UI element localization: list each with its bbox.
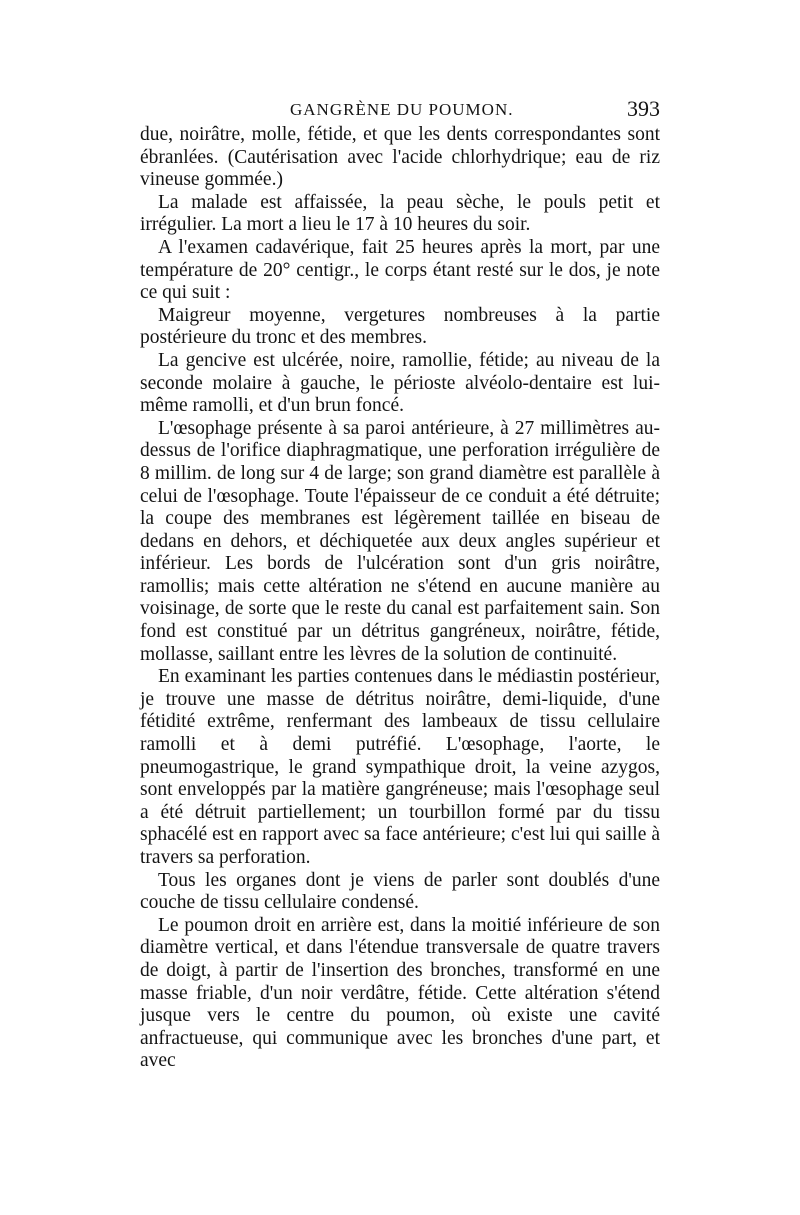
paragraph: Le poumon droit en arrière est, dans la moitié inférieure de son diamètre vertical, et dans l'étendue transversale de quatre travers de doigt, à partir de l'insertion des bronches, transformé en une masse friable, d'un noir verdâtre, fétide. Cette altération s'étend jusque vers le centre du poumon, où existe une cavité anfractueuse, qui communique avec les bronches d'une part, et avec [140,914,660,1072]
paragraph: L'œsophage présente à sa paroi antérieure, à 27 millimètres au-dessus de l'orifice diaphragmatique, une perforation irrégulière de 8 millim. de long sur 4 de large; son grand diamètre est parallèle à celui de l'œsophage. Toute l'épaisseur de ce conduit a été détruite; la coupe des membranes est légèrement taillée en biseau de dedans en dehors, et déchiquetée aux deux angles supérieur et inférieur. Les bords de l'ulcération sont d'un gris noirâtre, ramollis; mais cette altération ne s'étend en aucune manière au voisinage, de sorte que le reste du canal est parfaitement sain. Son fond est constitué par un détritus gangréneux, noirâtre, fétide, mollasse, saillant entre les lèvres de la solution de continuité. [140,417,660,665]
running-title: GANGRÈNE DU POUMON. [290,100,514,119]
paragraph: La malade est affaissée, la peau sèche, le pouls petit et irrégulier. La mort a lieu le 17 à 10 heures du soir. [140,191,660,236]
page-number: 393 [627,96,660,121]
paragraph: La gencive est ulcérée, noire, ramollie, fétide; au niveau de la seconde molaire à gauche, le périoste alvéolo-dentaire est lui-même ramolli, et d'un brun foncé. [140,349,660,417]
paragraph: A l'examen cadavérique, fait 25 heures après la mort, par une température de 20° centigr., le corps étant resté sur le dos, je note ce qui suit : [140,236,660,304]
paragraph: En examinant les parties contenues dans le médiastin postérieur, je trouve une masse de détritus noirâtre, demi-liquide, d'une fétidité extrême, renfermant des lambeaux de tissu cellulaire ramolli et à demi putréfié. L'œsophage, l'aorte, le pneumogastrique, le grand sympathique droit, la veine azygos, sont enveloppés par la matière gangréneuse; mais l'œsophage seul a été détruit partiellement; un tourbillon formé par du tissu sphacélé est en rapport avec sa face antérieure; c'est lui qui saille à travers sa perforation. [140,666,660,868]
paragraph-continued: due, noirâtre, molle, fétide, et que les dents correspondantes sont ébranlées. (Cautérisation avec l'acide chlorhydrique; eau de riz vineuse gommée.) [140,124,660,191]
body-text [140,124,660,1073]
paragraph: Tous les organes dont je viens de parler sont doublés d'une couche de tissu cellulaire condensé. [140,869,660,914]
paragraph: Maigreur moyenne, vergetures nombreuses à la partie postérieure du tronc et des membres. [140,304,660,349]
running-head [140,96,660,124]
